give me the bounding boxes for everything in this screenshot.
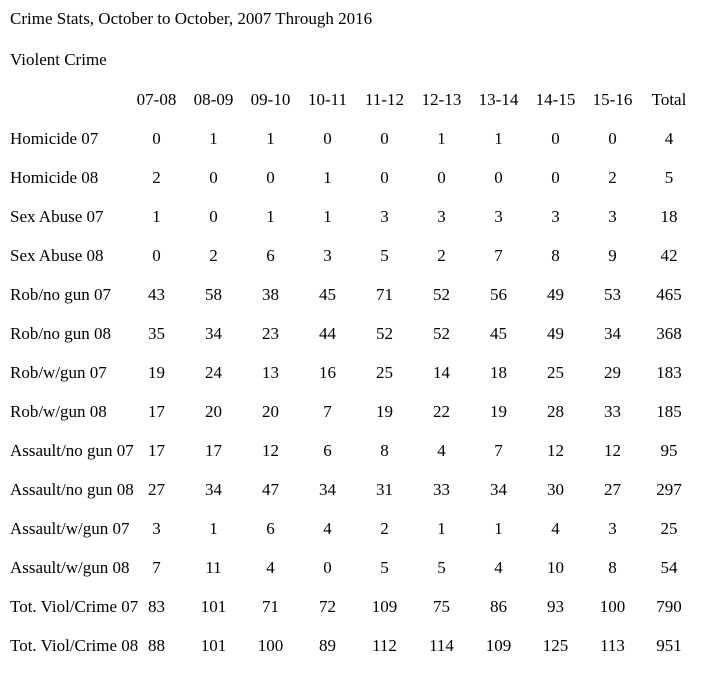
row-label: Tot. Viol/Crime 08 (10, 635, 139, 655)
crime-stats-table (10, 80, 697, 665)
table-cell: 71 (376, 284, 393, 304)
table-cell: 17 (148, 440, 165, 460)
table-cell: 112 (372, 635, 397, 655)
table-cell: 52 (376, 323, 393, 343)
table-cell: 12 (547, 440, 564, 460)
table-cell: 43 (148, 284, 165, 304)
table-cell: 0 (209, 167, 218, 187)
section-subtitle: Violent Crime (10, 50, 107, 69)
table-cell: 33 (433, 479, 450, 499)
table-cell: 114 (429, 635, 454, 655)
table-cell: 0 (380, 167, 389, 187)
table-cell: 12 (262, 440, 279, 460)
table-row (10, 353, 697, 392)
table-cell: 3 (494, 206, 503, 226)
table-cell: 30 (547, 479, 564, 499)
table-cell: 3 (551, 206, 560, 226)
table-cell: 297 (656, 479, 682, 499)
table-cell: 6 (266, 518, 275, 538)
table-cell: 0 (551, 128, 560, 148)
table-row (10, 275, 697, 314)
table-cell: 49 (547, 284, 564, 304)
table-cell: 88 (148, 635, 165, 655)
table-cell: 7 (323, 401, 332, 421)
table-cell: 3 (380, 206, 389, 226)
table-row (10, 587, 697, 626)
table-cell: 9 (608, 245, 617, 265)
table-cell: 56 (490, 284, 507, 304)
table-cell: 2 (380, 518, 389, 538)
table-row (10, 548, 697, 587)
row-label: Assault/no gun 07 (10, 440, 134, 460)
table-cell: 790 (656, 596, 682, 616)
table-cell: 28 (547, 401, 564, 421)
table-cell: 5 (437, 557, 446, 577)
table-cell: 101 (200, 596, 227, 616)
table-cell: 0 (437, 167, 446, 187)
table-cell: 2 (209, 245, 218, 265)
row-label: Rob/w/gun 07 (10, 362, 107, 382)
table-cell: 3 (152, 518, 161, 538)
page-title: Crime Stats, October to October, 2007 Through 2016 (10, 9, 373, 28)
table-cell: 2 (608, 167, 617, 187)
table-cell: 58 (205, 284, 222, 304)
table-row (10, 392, 697, 431)
row-label: Assault/no gun 08 (10, 479, 134, 499)
table-row (10, 509, 697, 548)
table-cell: 89 (319, 635, 336, 655)
table-cell: 24 (205, 362, 222, 382)
column-header: 12-13 (421, 89, 462, 109)
table-row (10, 197, 697, 236)
row-label: Homicide 08 (10, 167, 99, 187)
table-cell: 2 (437, 245, 446, 265)
table-cell: 52 (433, 323, 450, 343)
table-cell: 0 (323, 557, 332, 577)
table-cell: 6 (323, 440, 332, 460)
row-label: Rob/no gun 08 (10, 323, 112, 343)
table-cell: 20 (205, 401, 222, 421)
table-cell: 54 (660, 557, 678, 577)
table-cell: 5 (664, 167, 674, 187)
table-cell: 31 (376, 479, 393, 499)
table-body (10, 119, 697, 665)
table-cell: 34 (319, 479, 336, 499)
column-header: 09-10 (250, 89, 291, 109)
table-cell: 7 (494, 440, 503, 460)
table-cell: 53 (604, 284, 621, 304)
table-cell: 95 (660, 440, 678, 460)
table-cell: 8 (380, 440, 389, 460)
table-cell: 34 (490, 479, 507, 499)
table-cell: 6 (266, 245, 275, 265)
table-cell: 3 (437, 206, 446, 226)
table-cell: 18 (490, 362, 507, 382)
table-cell: 185 (656, 401, 682, 421)
table-cell: 4 (664, 128, 674, 148)
table-cell: 38 (262, 284, 279, 304)
table-cell: 1 (266, 128, 275, 148)
table-cell: 14 (433, 362, 450, 382)
table-cell: 5 (380, 557, 389, 577)
table-cell: 72 (319, 596, 336, 616)
table-cell: 100 (599, 596, 626, 616)
row-label: Assault/w/gun 07 (10, 518, 130, 538)
row-label: Rob/no gun 07 (10, 284, 112, 304)
table-cell: 27 (148, 479, 165, 499)
table-cell: 8 (551, 245, 560, 265)
column-header: 11-12 (364, 89, 405, 109)
table-cell: 0 (608, 128, 617, 148)
table-cell: 45 (490, 323, 507, 343)
column-header: 13-14 (478, 89, 519, 109)
table-cell: 465 (656, 284, 682, 304)
table-cell: 0 (152, 128, 161, 148)
table-cell: 1 (323, 206, 332, 226)
table-cell: 1 (494, 128, 503, 148)
table-cell: 10 (547, 557, 564, 577)
table-cell: 17 (205, 440, 222, 460)
table-cell: 183 (656, 362, 682, 382)
table-cell: 19 (376, 401, 393, 421)
table-cell: 0 (323, 128, 332, 148)
column-header: Total (651, 89, 687, 109)
table-cell: 1 (437, 518, 446, 538)
table-cell: 0 (380, 128, 389, 148)
table-cell: 1 (437, 128, 446, 148)
table-cell: 22 (433, 401, 450, 421)
table-cell: 75 (433, 596, 450, 616)
row-label: Sex Abuse 07 (10, 206, 104, 226)
table-cell: 101 (200, 635, 227, 655)
row-label: Assault/w/gun 08 (10, 557, 130, 577)
table-cell: 13 (262, 362, 279, 382)
table-cell: 0 (494, 167, 503, 187)
table-cell: 109 (485, 635, 512, 655)
table-row (10, 431, 697, 470)
table-cell: 34 (205, 323, 222, 343)
table-cell: 368 (656, 323, 682, 343)
table-row (10, 470, 697, 509)
row-label: Homicide 07 (10, 128, 99, 148)
table-cell: 1 (323, 167, 332, 187)
row-label: Sex Abuse 08 (10, 245, 104, 265)
table-cell: 45 (319, 284, 336, 304)
table-cell: 83 (148, 596, 165, 616)
header-row (10, 80, 697, 119)
column-header: 15-16 (592, 89, 633, 109)
table-cell: 19 (148, 362, 165, 382)
table-cell: 125 (542, 635, 569, 655)
table-cell: 1 (494, 518, 503, 538)
table-cell: 4 (323, 518, 332, 538)
table-cell: 23 (262, 323, 279, 343)
table-cell: 1 (209, 518, 218, 538)
table-cell: 2 (152, 167, 161, 187)
table-cell: 33 (604, 401, 621, 421)
table-row (10, 236, 697, 275)
table-cell: 93 (547, 596, 564, 616)
table-cell: 5 (380, 245, 389, 265)
table-cell: 4 (494, 557, 503, 577)
table-row (10, 119, 697, 158)
column-header: 08-09 (193, 89, 234, 109)
table-cell: 34 (205, 479, 222, 499)
table-cell: 71 (262, 596, 279, 616)
table-cell: 25 (376, 362, 393, 382)
table-cell: 951 (656, 635, 682, 655)
table-cell: 4 (266, 557, 275, 577)
table-row (10, 314, 697, 353)
table-cell: 7 (494, 245, 503, 265)
table-cell: 19 (490, 401, 507, 421)
table-cell: 3 (323, 245, 332, 265)
row-label: Tot. Viol/Crime 07 (10, 596, 139, 616)
table-cell: 100 (257, 635, 284, 655)
table-cell: 42 (660, 245, 678, 265)
column-header: 10-11 (307, 89, 348, 109)
row-label: Rob/w/gun 08 (10, 401, 107, 421)
table-cell: 52 (433, 284, 450, 304)
table-cell: 0 (152, 245, 161, 265)
column-header: 14-15 (535, 89, 576, 109)
table-row (10, 626, 697, 665)
table-row (10, 158, 697, 197)
table-cell: 18 (660, 206, 678, 226)
table-cell: 113 (600, 635, 625, 655)
table-cell: 1 (152, 206, 161, 226)
table-cell: 27 (604, 479, 621, 499)
table-cell: 0 (266, 167, 275, 187)
table-cell: 25 (660, 518, 678, 538)
table-cell: 29 (604, 362, 621, 382)
table-cell: 11 (205, 557, 222, 577)
table-cell: 3 (608, 518, 617, 538)
table-cell: 4 (437, 440, 446, 460)
table-cell: 86 (490, 596, 507, 616)
table-cell: 109 (371, 596, 398, 616)
column-header: 07-08 (136, 89, 177, 109)
table-cell: 25 (547, 362, 564, 382)
table-cell: 4 (551, 518, 560, 538)
table-cell: 49 (547, 323, 564, 343)
table-cell: 1 (266, 206, 275, 226)
table-cell: 1 (209, 128, 218, 148)
table-cell: 17 (148, 401, 165, 421)
table-cell: 0 (209, 206, 218, 226)
table-cell: 16 (319, 362, 336, 382)
table-cell: 8 (608, 557, 617, 577)
table-cell: 35 (148, 323, 165, 343)
table-cell: 7 (152, 557, 161, 577)
table-cell: 12 (604, 440, 621, 460)
table-cell: 34 (604, 323, 621, 343)
table-cell: 0 (551, 167, 560, 187)
table-cell: 44 (319, 323, 336, 343)
table-cell: 20 (262, 401, 279, 421)
row-label-header (10, 80, 128, 119)
table-cell: 3 (608, 206, 617, 226)
table-cell: 47 (262, 479, 279, 499)
